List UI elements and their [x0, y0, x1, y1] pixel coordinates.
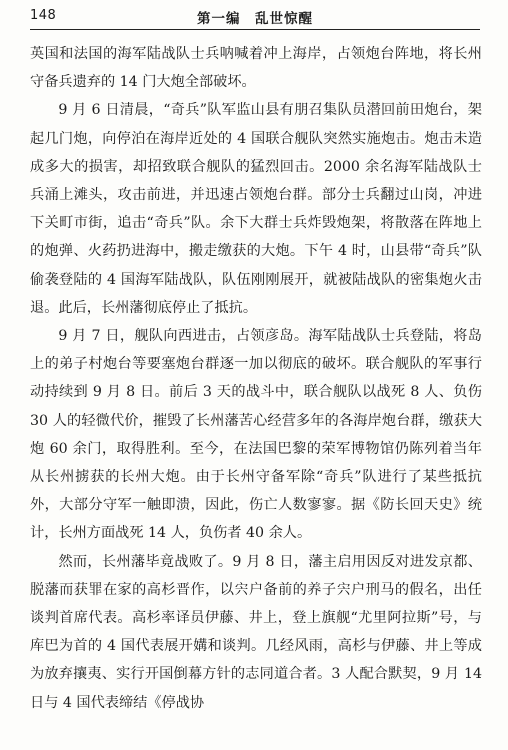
paragraph: 9 月 7 日，舰队向西进击，占领彦岛。海军陆战队士兵登陆，将岛上的弟子村炮台等要塞炮台群逐一加以彻底的破坏。联合舰队的军事行动持续到 9 月 8 日。前后 3 天的战斗中，联合舰队以战死 8 人、负伤 30 人的轻微代价，摧毁了长州藩苦心经营多年的各海岸炮台群，缴获大炮 60 余门，取得胜利。至今，在法国巴黎的荣军博物馆仍陈列着当年从长州掳获的长州大炮。由于长州守备军除“奇兵”队进行了某些抵抗外，大部分守军一触即溃，因此，伤亡人数寥寥。据《防长回天史》统计，长州方面战死 14 人，负伤者 40 余人。	[30, 328, 482, 542]
page-header	[30, 4, 480, 28]
running-head: 第一编 乱世惊醒	[197, 11, 313, 27]
paragraph: 英国和法国的海军陆战队士兵呐喊着冲上海岸，占领炮台阵地，将长州守备兵遗弃的 14 门大炮全部破坏。	[30, 46, 482, 91]
header-rule	[30, 29, 480, 30]
paragraph: 然而，长州藩毕竟战败了。9 月 8 日，藩主启用因反对进发京都、脱藩而获罪在家的高杉晋作，以宍户备前的养子宍户刑马的假名，出任谈判首席代表。高杉率译员伊藤、井上，登上旗舰“尤里阿拉斯”号，与库巴为首的 4 国代表展开媾和谈判。几经风雨，高杉与伊藤、井上等成为放弃攘夷、实行开国倒幕方针的志同道合者。3 人配合默契，9 月 14 日与 4 国代表缔结《停战协	[30, 553, 482, 711]
paragraph: 9 月 6 日清晨，“奇兵”队军监山县有朋召集队员潜回前田炮台，架起几门炮，向停泊在海岸近处的 4 国联合舰队突然实施炮击。炮击未造成多大的损害，却招致联合舰队的猛烈回击。2000 余名海军陆战队士兵涌上滩头，攻击前进，并迅速占领炮台群。部分士兵翻过山岗，冲进下关町市街，追击“奇兵”队。余下大群士兵炸毁炮架，将散落在阵地上的炮弹、火药扔进海中，搬走缴获的大炮。下午 4 时，山县带“奇兵”队偷袭登陆的 4 国海军陆战队，队伍刚刚展开，就被陆战队的密集炮火击退。此后，长州藩彻底停止了抵抗。	[30, 102, 482, 316]
page-number: 148	[30, 8, 57, 23]
body-text	[30, 40, 482, 717]
